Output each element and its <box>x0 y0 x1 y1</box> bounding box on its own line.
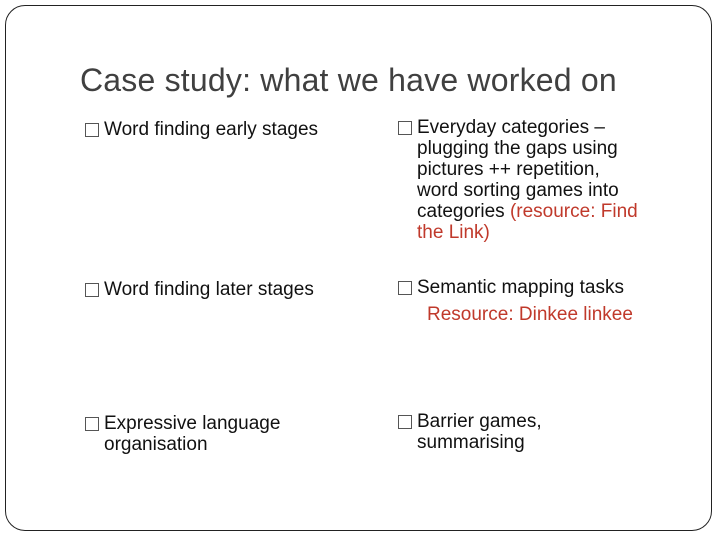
bullet-text: Expressive language organisation <box>104 413 281 455</box>
bullet-text: Semantic mapping tasks <box>417 277 624 298</box>
bullet-semantic-mapping <box>398 277 624 298</box>
bullet-text: Word finding later stages <box>104 279 314 300</box>
bullet-expressive-language <box>85 413 280 455</box>
bullet-text: Barrier games, summarising <box>417 411 542 453</box>
resource-find-the-link-cont: the Link) <box>417 222 490 243</box>
bullet-everyday-categories <box>398 117 638 243</box>
bullet-word-finding-early <box>85 119 318 140</box>
slide-title: Case study: what we have worked on <box>80 62 617 98</box>
bullet-icon <box>398 121 412 135</box>
bullet-word-finding-later <box>85 279 314 300</box>
bullet-text: Word finding early stages <box>104 119 319 140</box>
resource-find-the-link: (resource: Find <box>509 201 638 222</box>
bullet-text: Everyday categories – plugging the gaps using pictures ++ repetition, word sorting games into categories (resource: Find the Link) <box>417 117 638 243</box>
resource-dinkee-linkee: Resource: Dinkee linkee <box>427 304 633 325</box>
bullet-icon <box>85 283 99 297</box>
bullet-icon <box>398 281 412 295</box>
bullet-icon <box>85 417 99 431</box>
bullet-icon <box>85 123 99 137</box>
bullet-icon <box>398 415 412 429</box>
bullet-barrier-games <box>398 411 542 453</box>
